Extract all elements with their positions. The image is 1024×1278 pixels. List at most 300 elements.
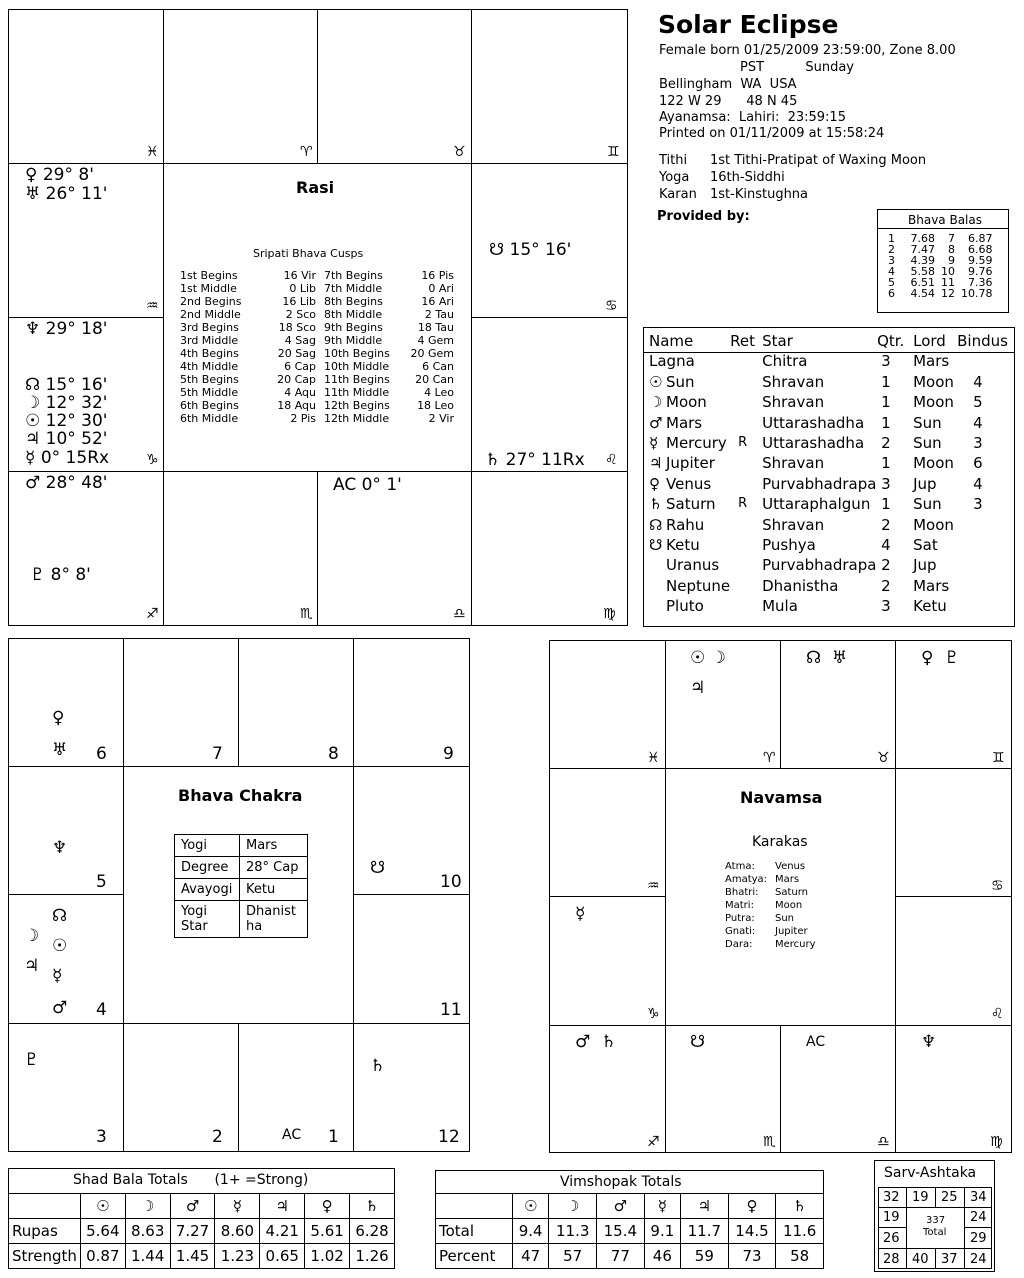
house-num: 1	[888, 232, 895, 245]
yogi-row	[175, 857, 308, 879]
planet-name-cell	[649, 576, 730, 596]
bhava-balas-table	[882, 233, 996, 299]
total-value: 11.3	[549, 1219, 597, 1244]
page-title: Solar Eclipse	[658, 10, 839, 39]
planet-qtr: 3	[881, 597, 891, 616]
col-ret: Ret	[730, 332, 755, 350]
planet-symbol-icon: ♀	[649, 474, 660, 493]
cusp-label: 9th Begins	[324, 321, 383, 334]
sign-pisces: ♓	[146, 144, 159, 160]
planet-star: Purvabhadrapa	[762, 474, 877, 493]
planet-row	[649, 494, 1008, 514]
rupas-value: 6.28	[350, 1219, 395, 1244]
sarv-top-3: 25	[941, 1190, 958, 1205]
cusp-label: 10th Middle	[324, 360, 390, 373]
rasi-moon: ☽ 12° 32'	[25, 393, 108, 413]
planet-qtr: 3	[881, 352, 891, 371]
bhava-balas-title: Bhava Balas	[908, 213, 982, 227]
cusp-row	[178, 412, 456, 425]
cusp-value: 20 Can	[415, 373, 454, 386]
karaka-label: Atma:	[725, 861, 755, 872]
vimshopak-table	[435, 1193, 824, 1269]
nav-sign-virgo: ♍	[990, 1134, 1003, 1150]
rasi-sun: ☉ 12° 30'	[25, 411, 108, 431]
planet-symbol-icon: ☉	[513, 1194, 549, 1219]
nav-libra: AC	[806, 1034, 826, 1050]
planet-bindus: 6	[973, 454, 983, 473]
cusp-value: 2 Vir	[428, 412, 454, 425]
planet-star: Chitra	[762, 352, 808, 371]
cusp-label: 2nd Begins	[180, 295, 242, 308]
cusp-label: 8th Begins	[324, 295, 383, 308]
planet-row	[649, 596, 1008, 616]
planet-name: Sun	[666, 372, 695, 391]
planet-name: Jupiter	[666, 454, 715, 473]
yogi-row	[175, 879, 308, 901]
karaka-label: Dara:	[725, 939, 753, 950]
planet-ret: R	[738, 435, 748, 451]
total-value: 14.5	[728, 1219, 776, 1244]
karaka-value: Sun	[775, 913, 795, 924]
sarv-right-1: 24	[970, 1210, 987, 1225]
planet-qtr: 1	[881, 393, 891, 412]
planet-bindus: 4	[973, 474, 983, 493]
nav-taurus: ☊ ♅	[806, 648, 848, 668]
provided-by: Provided by:	[657, 209, 750, 224]
yoga-value: 16th-Siddhi	[710, 170, 785, 185]
sarv-bottom-4: 24	[970, 1252, 987, 1267]
planet-row	[649, 351, 1008, 371]
total-value: 15.4	[597, 1219, 645, 1244]
yogi-value: 28° Cap	[240, 857, 308, 879]
house-4: 4	[96, 1000, 107, 1020]
sarv-top-1: 32	[883, 1190, 900, 1205]
rupas-value: 4.21	[260, 1219, 305, 1244]
bhava-moon: ☽	[24, 926, 40, 946]
col-name: Name	[649, 332, 694, 350]
cusp-row	[178, 373, 456, 386]
sarv-bottom-3: 37	[941, 1252, 958, 1267]
planet-symbol-icon: ☊	[649, 515, 663, 534]
rupas-value: 5.61	[305, 1219, 350, 1244]
planet-symbol-icon: ♃	[681, 1194, 729, 1219]
karaka-value: Venus	[775, 861, 806, 872]
planet-name: Saturn	[666, 495, 716, 514]
cusp-label: 1st Begins	[180, 269, 238, 282]
planet-name-cell	[649, 596, 730, 616]
planet-bindus: 3	[973, 434, 983, 453]
planet-name: Rahu	[666, 515, 705, 534]
cusp-row	[178, 308, 456, 321]
planet-symbol-icon: ♂	[170, 1194, 215, 1219]
cusp-row	[178, 347, 456, 360]
total-value: 11.7	[681, 1219, 729, 1244]
karaka-label: Bhatri:	[725, 887, 759, 898]
cusp-label: 7th Middle	[324, 282, 383, 295]
cusp-value: 20 Gem	[410, 347, 454, 360]
cusp-row	[178, 399, 456, 412]
vimshopak-title: Vimshopak Totals	[560, 1174, 682, 1190]
house-10: 10	[440, 872, 462, 892]
shad-bala-title: Shad Bala Totals (1+ =Strong)	[73, 1172, 309, 1188]
house-num: 2	[888, 243, 895, 256]
planet-star: Shravan	[762, 393, 825, 412]
house-1: 1	[328, 1127, 339, 1147]
house-num: 4	[888, 265, 895, 278]
yogi-value: Dhanistha	[240, 901, 308, 938]
planet-ret	[730, 474, 762, 494]
planet-bindus	[957, 576, 1008, 596]
planet-bindus	[957, 555, 1008, 575]
yogi-label: Yogi	[175, 835, 240, 857]
cusp-value: 4 Aqu	[284, 386, 316, 399]
planet-qtr: 2	[881, 515, 891, 534]
house-9: 9	[443, 744, 454, 764]
house-num: 11	[941, 276, 955, 289]
bhava-rahu: ☊	[52, 906, 68, 926]
planet-name-cell	[649, 535, 730, 555]
bhava-uranus: ♅	[52, 740, 68, 760]
sign-gemini: ♊	[607, 144, 620, 160]
bala-value: 7.68	[910, 232, 935, 245]
sarv-left-1: 19	[883, 1210, 900, 1225]
planet-lord: Mars	[913, 352, 950, 371]
house-3: 3	[96, 1127, 107, 1147]
percent-value: 47	[513, 1244, 549, 1269]
rasi-mercury: ☿ 0° 15Rx	[25, 448, 110, 468]
sign-aries: ♈	[300, 144, 313, 160]
nav-sign-leo: ♌	[991, 1006, 1004, 1022]
planet-row	[649, 392, 1008, 412]
planet-table	[649, 331, 1008, 617]
cusp-label: 6th Middle	[180, 412, 239, 425]
planet-bindus: 5	[973, 393, 983, 412]
planet-qtr: 1	[881, 413, 891, 432]
cusp-row	[178, 360, 456, 373]
percent-value: 46	[644, 1244, 680, 1269]
planet-lord: Moon	[913, 372, 954, 391]
planet-symbol-icon: ♀	[305, 1194, 350, 1219]
sign-cancer: ♋	[605, 298, 618, 314]
planet-name: Venus	[666, 474, 712, 493]
karaka-label: Putra:	[725, 913, 755, 924]
cusps-title: Sripati Bhava Cusps	[253, 247, 364, 260]
planet-symbol-icon: ☽	[649, 393, 663, 412]
nav-sign-pisces: ♓	[647, 750, 660, 766]
yoga-label: Yoga	[659, 170, 690, 185]
planet-symbol-icon: ☿	[649, 434, 659, 453]
planet-ret	[730, 555, 762, 575]
planet-qtr: 2	[881, 434, 891, 453]
rupas-value: 5.64	[80, 1219, 125, 1244]
nav-sign-capricorn: ♑	[647, 1006, 660, 1022]
karaka-row	[725, 899, 820, 912]
bala-value: 5.58	[910, 265, 935, 278]
bala-value: 10.78	[961, 287, 993, 300]
cusp-value: 6 Cap	[284, 360, 316, 373]
planet-name-cell	[649, 555, 730, 575]
bala-value: 6.87	[968, 232, 993, 245]
cusp-label: 4th Begins	[180, 347, 239, 360]
planet-name-cell	[649, 372, 730, 392]
planet-qtr: 1	[881, 454, 891, 473]
printed-on: Printed on 01/11/2009 at 15:58:24	[659, 126, 885, 141]
cusp-value: 18 Sco	[278, 321, 316, 334]
cusp-value: 2 Sco	[285, 308, 316, 321]
cusp-value: 20 Cap	[277, 373, 316, 386]
sign-sagittarius: ♐	[146, 606, 159, 622]
planet-row	[649, 535, 1008, 555]
planet-name-cell	[649, 515, 730, 535]
planet-qtr: 1	[881, 495, 891, 514]
planet-name-cell	[649, 392, 730, 412]
col-bindus: Bindus	[957, 332, 1008, 350]
bala-value: 7.47	[910, 243, 935, 256]
karaka-row	[725, 938, 820, 951]
yogi-row	[175, 835, 308, 857]
tithi-value: 1st Tithi-Pratipat of Waxing Moon	[710, 153, 927, 168]
karan-value: 1st-Kinstughna	[710, 187, 809, 202]
planet-row	[649, 413, 1008, 433]
total-row	[436, 1219, 824, 1244]
house-8: 8	[328, 744, 339, 764]
bala-value: 9.76	[968, 265, 993, 278]
planet-lord: Sun	[913, 495, 942, 514]
percent-value: 73	[728, 1244, 776, 1269]
cusp-label: 3rd Begins	[180, 321, 239, 334]
nav-sign-libra: ♎	[877, 1134, 890, 1150]
bala-value: 4.39	[910, 254, 935, 267]
rasi-rahu: ☊ 15° 16'	[25, 375, 108, 395]
symbol-row	[9, 1194, 395, 1219]
karaka-value: Jupiter	[775, 926, 808, 937]
cusp-label: 5th Begins	[180, 373, 239, 386]
planet-lord: Mars	[913, 576, 950, 595]
planet-symbol-icon: ♃	[649, 454, 663, 473]
total-label: Total	[436, 1219, 513, 1244]
tz-day: PST Sunday	[740, 60, 854, 75]
planet-ret	[730, 392, 762, 412]
planet-ret: R	[738, 496, 748, 512]
planet-star: Uttarashadha	[762, 434, 865, 453]
rupas-label: Rupas	[9, 1219, 81, 1244]
planet-bindus: 3	[973, 495, 983, 514]
planet-symbol-icon: ♀	[728, 1194, 776, 1219]
planet-symbol-icon: ☋	[649, 536, 663, 555]
cusp-value: 18 Tau	[417, 321, 454, 334]
bala-value: 4.54	[910, 287, 935, 300]
planet-bindus	[957, 596, 1008, 616]
house-num: 6	[888, 287, 895, 300]
planet-name: Moon	[666, 393, 707, 412]
planet-name: Neptune	[666, 576, 731, 595]
total-value: 9.4	[513, 1219, 549, 1244]
nav-sign-cancer: ♋	[991, 878, 1004, 894]
cusps-table	[178, 269, 456, 425]
bhava-bala-row	[882, 288, 996, 299]
rasi-title: Rasi	[296, 178, 335, 197]
cusp-value: 4 Gem	[417, 334, 454, 347]
planet-lord: Ketu	[913, 597, 947, 616]
cusp-value: 4 Leo	[424, 386, 454, 399]
coords: 122 W 29 48 N 45	[659, 94, 798, 109]
rasi-venus: ♀ 29° 8'	[25, 165, 94, 185]
planet-ret	[730, 453, 762, 473]
yogi-label: Yogi Star	[175, 901, 240, 938]
strength-value: 0.87	[80, 1244, 125, 1269]
rasi-ketu: ☋ 15° 16'	[489, 240, 572, 260]
cusp-row	[178, 321, 456, 334]
planet-name: Uranus	[666, 556, 720, 575]
sign-virgo: ♍	[603, 606, 616, 622]
sign-aquarius: ♒	[146, 298, 159, 314]
ayanamsa: Ayanamsa: Lahiri: 23:59:15	[659, 110, 846, 125]
rasi-jupiter: ♃ 10° 52'	[25, 429, 108, 449]
planet-lord: Jup	[913, 556, 937, 575]
nav-gemini: ♀ ♇	[921, 648, 960, 668]
planet-star: Pushya	[762, 536, 816, 555]
planet-symbol-icon: ☽	[125, 1194, 170, 1219]
planet-row	[649, 576, 1008, 596]
cusp-label: 7th Begins	[324, 269, 383, 282]
strength-value: 0.65	[260, 1244, 305, 1269]
symbol-row	[436, 1194, 824, 1219]
nav-sagittarius: ♂ ♄	[575, 1032, 617, 1052]
sign-capricorn: ♑	[146, 452, 159, 468]
bhava-neptune: ♆	[52, 838, 68, 858]
planet-star: Shravan	[762, 454, 825, 473]
cusp-label: 9th Middle	[324, 334, 383, 347]
cusp-value: 2 Pis	[290, 412, 316, 425]
sign-taurus: ♉	[453, 144, 466, 160]
cusp-label: 12th Middle	[324, 412, 390, 425]
cusp-value: 4 Sag	[284, 334, 316, 347]
bhava-saturn: ♄	[370, 1056, 386, 1076]
karaka-row	[725, 886, 820, 899]
house-7: 7	[212, 744, 223, 764]
sarv-bottom-1: 28	[883, 1252, 900, 1267]
planet-name: Mercury	[666, 434, 727, 453]
nav-sign-aries: ♈	[763, 750, 776, 766]
cusp-row	[178, 282, 456, 295]
planet-name-cell	[649, 413, 730, 433]
sarv-right-2: 29	[970, 1231, 987, 1246]
nav-sign-scorpio: ♏	[763, 1134, 776, 1150]
yogi-row	[175, 901, 308, 938]
planet-symbol-icon: ☉	[649, 372, 663, 391]
house-2: 2	[212, 1127, 223, 1147]
karaka-row	[725, 912, 820, 925]
rupas-value: 7.27	[170, 1219, 215, 1244]
planet-name: Lagna	[649, 352, 695, 371]
percent-value: 58	[776, 1244, 824, 1269]
karaka-label: Amatya:	[725, 874, 768, 885]
planet-name-cell	[649, 494, 730, 514]
house-num: 8	[948, 243, 955, 256]
planet-lord: Jup	[913, 474, 937, 493]
sign-leo: ♌	[605, 452, 618, 468]
planet-lord: Moon	[913, 515, 954, 534]
percent-value: 59	[681, 1244, 729, 1269]
cusp-value: 0 Ari	[428, 282, 454, 295]
bhava-sun: ☉	[52, 936, 68, 956]
cusp-row	[178, 295, 456, 308]
cusp-label: 2nd Middle	[180, 308, 241, 321]
strength-value: 1.02	[305, 1244, 350, 1269]
blank-cell	[9, 1194, 81, 1219]
planet-star: Mula	[762, 597, 798, 616]
planet-name-cell	[649, 474, 730, 494]
planet-row	[649, 474, 1008, 494]
bhava-pluto: ♇	[24, 1050, 40, 1070]
planet-qtr: 3	[881, 474, 891, 493]
sarv-top-2: 19	[912, 1190, 929, 1205]
col-qtr: Qtr.	[877, 332, 905, 350]
tithi-label: Tithi	[659, 153, 688, 168]
yogi-label: Avayogi	[175, 879, 240, 901]
planet-ret	[730, 535, 762, 555]
nav-capricorn: ☿	[575, 904, 586, 924]
rasi-mars: ♂ 28° 48'	[25, 473, 108, 493]
planet-star: Uttaraphalgun	[762, 495, 871, 514]
planet-star: Uttarashadha	[762, 413, 865, 432]
karaka-value: Moon	[775, 900, 803, 911]
strength-value: 1.45	[170, 1244, 215, 1269]
cusp-label: 6th Begins	[180, 399, 239, 412]
place: Bellingham WA USA	[659, 77, 797, 92]
planet-bindus	[957, 515, 1008, 535]
total-value: 11.6	[776, 1219, 824, 1244]
planet-symbol-icon: ♃	[260, 1194, 305, 1219]
sarv-total-label: Total	[923, 1227, 947, 1238]
rasi-pluto: ♇ 8° 8'	[30, 565, 91, 585]
planet-symbol-icon: ♄	[776, 1194, 824, 1219]
sign-scorpio: ♏	[300, 606, 313, 622]
strength-value: 1.26	[350, 1244, 395, 1269]
rasi-uranus: ♅ 26° 11'	[25, 184, 108, 204]
cusp-value: 16 Lib	[282, 295, 316, 308]
planet-qtr: 4	[881, 536, 891, 555]
rasi-ascendant: AC 0° 1'	[333, 475, 402, 495]
cusp-row	[178, 269, 456, 282]
house-5: 5	[96, 872, 107, 892]
planet-star: Shravan	[762, 372, 825, 391]
planet-symbol-icon: ♄	[649, 495, 663, 514]
nav-aries-sun-moon: ☉ ☽	[690, 648, 726, 668]
planet-symbol-icon: ☉	[80, 1194, 125, 1219]
cusp-label: 4th Middle	[180, 360, 239, 373]
sarv-total-num: 337	[926, 1215, 946, 1226]
planet-lord: Moon	[913, 393, 954, 412]
nav-sign-taurus: ♉	[877, 750, 890, 766]
planet-bindus: 4	[973, 372, 983, 391]
yogi-value: Mars	[240, 835, 308, 857]
total-value: 9.1	[644, 1219, 680, 1244]
house-num: 10	[941, 265, 955, 278]
bala-value: 9.59	[968, 254, 993, 267]
karaka-value: Saturn	[775, 887, 809, 898]
sarv-bottom-2: 40	[912, 1252, 929, 1267]
bhava-jupiter: ♃	[24, 956, 40, 976]
house-num: 7	[948, 232, 955, 245]
navamsa-title: Navamsa	[740, 788, 823, 807]
cusp-label: 11th Middle	[324, 386, 390, 399]
bhava-ketu: ☋	[370, 858, 386, 878]
planet-row	[649, 372, 1008, 392]
planet-qtr: 1	[881, 372, 891, 391]
planet-star: Dhanistha	[762, 576, 839, 595]
cusp-value: 6 Can	[422, 360, 454, 373]
